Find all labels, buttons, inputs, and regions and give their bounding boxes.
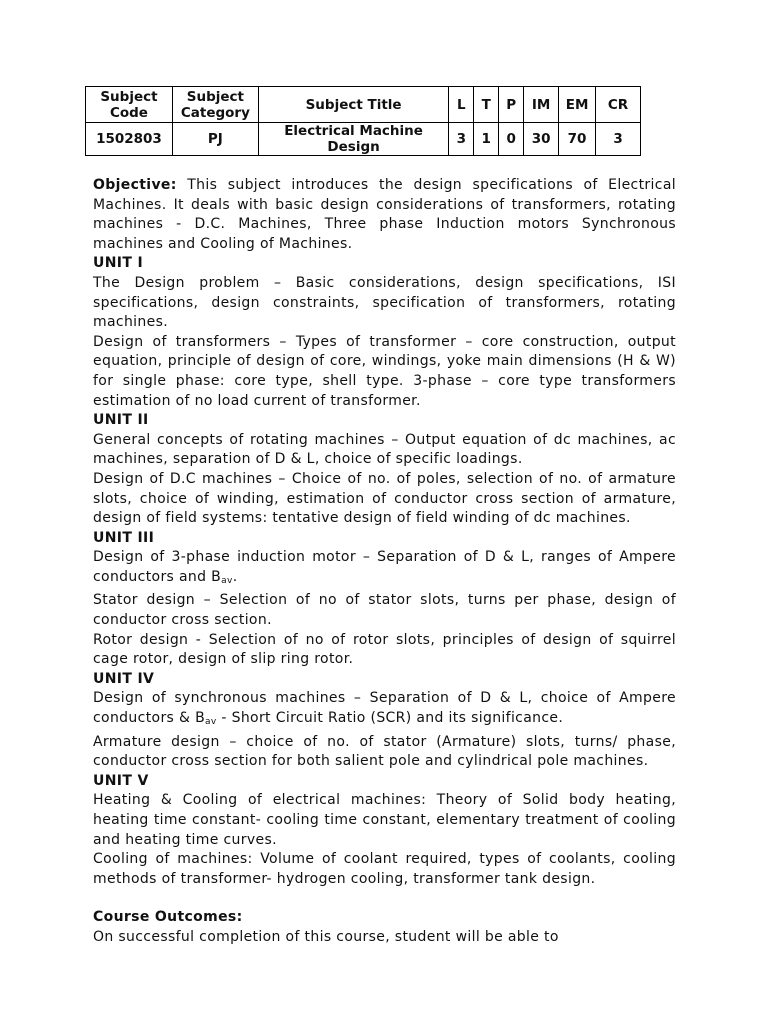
unit-5-paragraph-1: Heating & Cooling of electrical machines: Theory of Solid body heating, heating time constant- cooling time constant, elementary treatment of cooling and heating time curves. [93,792,676,848]
header-l: L [449,87,474,123]
unit-4-paragraph-1 [93,689,676,732]
header-code-line2: Code [109,104,148,121]
unit-3-p1-tail: . [232,568,238,585]
unit-2-heading: UNIT II [93,412,149,429]
header-t: T [474,87,499,123]
unit-3-paragraph-2: Stator design – Selection of no of stator slots, turns per phase, design of conductor cross section. [93,592,676,629]
unit-3-paragraph-1 [93,548,676,591]
cell-subject-code: 1502803 [86,123,173,156]
unit-2-paragraph-2: Design of D.C machines – Choice of no. of poles, selection of no. of armature slots, choice of winding, estimation of conductor cross section of armature, design of field systems: tentative design of field winding of dc machines. [93,470,676,527]
table-row [86,123,641,156]
title-line1: Electrical Machine [284,123,423,139]
header-im: IM [524,87,559,123]
unit-4-p1-text: Design of synchronous machines – Separation of D & L, choice of Ampere conductors & B [93,690,676,727]
header-subject-title: Subject Title [258,87,449,123]
table-header-row [86,87,641,123]
cell-subject-category: PJ [172,123,258,156]
header-category-line2: Category [180,104,250,121]
header-category-line1: Subject [186,88,244,105]
header-subject-category [172,87,258,123]
objective-text: This subject introduces the design specifications of Electrical Machines. It deals with basic design considerations of transformers, rotating machines - D.C. Machines, Three phase Induction motors Synchronous machines and Cooling of Machines. [93,177,676,252]
header-em: EM [559,87,596,123]
unit-3-paragraph-3: Rotor design - Selection of no of rotor slots, principles of design of squirrel cage rotor, design of slip ring rotor. [93,631,676,668]
unit-3-p1-text: Design of 3-phase induction motor – Separation of D & L, ranges of Ampere conductors and B [93,549,676,585]
unit-3-heading: UNIT III [93,529,155,546]
cell-subject-title [258,123,449,156]
header-code-line1: Subject [100,88,158,105]
unit-4-heading: UNIT IV [93,670,155,687]
objective-paragraph [93,176,676,254]
cell-t: 1 [474,123,499,156]
unit-3-p1-subscript: av [221,575,233,586]
header-cr: CR [596,87,641,123]
cell-l: 3 [449,123,474,156]
header-p: P [499,87,524,123]
cell-em: 70 [559,123,596,156]
unit-5-paragraph-2: Cooling of machines: Volume of coolant required, types of coolants, cooling methods of transformer- hydrogen cooling, transformer tank design. [93,851,676,887]
cell-cr: 3 [596,123,641,156]
unit-4-paragraph-2: Armature design – choice of no. of stator (Armature) slots, turns/ phase, conductor cross section for both salient pole and cylindrical pole machines. [93,733,676,770]
unit-4-p1-tail: - Short Circuit Ratio (SCR) and its significance. [216,710,564,727]
unit-1-paragraph-2: Design of transformers – Types of transformer – core construction, output equation, principle of design of core, windings, yoke main dimensions (H & W) for single phase: core type, shell type. 3-phase – core type transformers estimation of no load current of transformer. [93,333,676,409]
syllabus-content [93,176,676,948]
unit-1-heading: UNIT I [93,255,144,272]
unit-4-p1-subscript: av [205,717,217,728]
course-outcomes-intro: On successful completion of this course, student will be able to [93,928,559,945]
header-subject-code [86,87,173,123]
cell-p: 0 [499,123,524,156]
unit-1-paragraph-1: The Design problem – Basic considerations, design specifications, ISI specifications, design constraints, specification of transformers, rotating machines. [93,274,676,331]
unit-5-heading: UNIT V [93,772,149,789]
unit-2-paragraph-1: General concepts of rotating machines – Output equation of dc machines, ac machines, separation of D & L, choice of specific loadings. [93,431,676,468]
course-outcomes-heading: Course Outcomes: [93,909,243,926]
objective-label: Objective: [93,177,177,193]
title-line2: Design [327,139,380,155]
subject-table [85,86,641,156]
cell-im: 30 [524,123,559,156]
